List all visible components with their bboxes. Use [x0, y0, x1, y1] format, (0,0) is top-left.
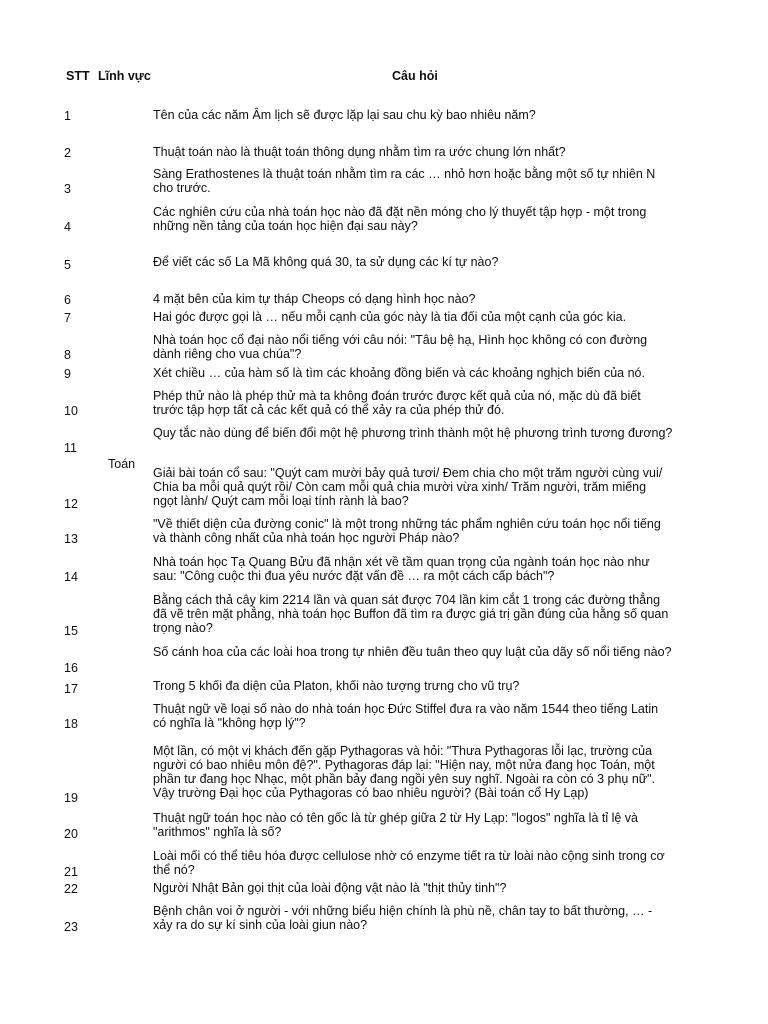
question-text: Phép thử nào là phép thử mà ta không đoán trước được kết quả của nó, mặc dù đã biết trước tập hợp tất cả các kết quả có thể xảy ra của phép thử đó.: [153, 389, 641, 417]
question-text: Số cánh hoa của các loài hoa trong tự nhiên đều tuân theo quy luật của dãy số nổi tiếng nào?: [153, 645, 672, 659]
question-text: Xét chiều … của hàm số là tìm các khoảng đồng biến và các khoảng nghịch biến của nó.: [153, 366, 645, 380]
row-number: 12: [64, 497, 78, 511]
row-number: 10: [64, 404, 78, 418]
question-text: Một lần, có một vị khách đến gặp Pythagoras và hỏi: "Thưa Pythagoras lỗi lạc, trường của người có bao nhiêu môn đệ?". Pythagoras đáp lại: "Hiện nay, một nửa đang học Toán, một phần tư đang học Nhạc, một phần bảy đang ngồi yên suy nghĩ. Ngoài ra còn có 3 phụ nữ". Vậy trường Đại học của Pythagoras có bao nhiêu người? (Bài toán cổ Hy Lạp): [153, 744, 656, 800]
row-number: 7: [64, 311, 71, 325]
row-number: 15: [64, 624, 78, 638]
question-text: Thuật ngữ về loại số nào do nhà toán học Đức Stiffel đưa ra vào năm 1544 theo tiếng Latin có nghĩa là "không hợp lý"?: [153, 702, 659, 730]
row-number: 9: [64, 367, 71, 381]
row-number: 4: [64, 220, 71, 234]
row-number: 11: [64, 441, 77, 455]
question-text: Quy tắc nào dùng để biến đổi một hệ phương trình thành một hệ phương trình tương đương?: [153, 426, 673, 440]
question-text: Bệnh chân voi ở người - với những biểu hiện chính là phù nề, chân tay to bất thường, … - xảy ra do sự kí sinh của loài giun nào?: [153, 904, 653, 932]
question-text: Thuật ngữ toán học nào có tên gốc là từ ghép giữa 2 từ Hy Lạp: "logos" nghĩa là tỉ lệ và "arithmos" nghĩa là số?: [153, 811, 639, 839]
row-number: 20: [64, 827, 78, 841]
column-header-stt: STT: [66, 69, 90, 83]
question-text: Các nghiên cứu của nhà toán học nào đã đặt nền móng cho lý thuyết tập hợp - một trong những nền tảng của toán học hiện đại sau này?: [153, 205, 647, 233]
question-text: Trong 5 khối đa diện của Platon, khối nào tượng trưng cho vũ trụ?: [153, 679, 520, 693]
row-number: 14: [64, 570, 78, 584]
row-number: 17: [64, 682, 78, 696]
question-text: Tên của các năm Âm lịch sẽ được lặp lại sau chu kỳ bao nhiêu năm?: [153, 108, 536, 122]
column-header-question: Câu hỏi: [392, 69, 438, 83]
row-number: 19: [64, 791, 78, 805]
row-number: 2: [64, 146, 71, 160]
question-text: Để viết các số La Mã không quá 30, ta sử dụng các kí tự nào?: [153, 255, 499, 269]
question-text: Thuật toán nào là thuật toán thông dụng nhằm tìm ra ước chung lớn nhất?: [153, 145, 566, 159]
question-text: 4 mặt bên của kim tự tháp Cheops có dạng hình học nào?: [153, 292, 476, 306]
row-number: 22: [64, 882, 78, 896]
question-text: Người Nhật Bản gọi thịt của loài động vật nào là "thịt thủy tinh"?: [153, 881, 507, 895]
row-number: 21: [64, 865, 78, 879]
row-number: 6: [64, 293, 71, 307]
row-number: 18: [64, 717, 78, 731]
question-text: Nhà toán học cổ đại nào nổi tiếng với câu nói: "Tâu bệ hạ, Hình học không có con đường dành riêng cho vua chúa"?: [153, 333, 648, 361]
row-number: 16: [64, 661, 78, 675]
question-text: "Về thiết diện của đường conic" là một trong những tác phẩm nghiên cứu toán học nổi tiếng và thành công nhất của nhà toán học người Pháp nào?: [153, 517, 661, 545]
column-header-field: Lĩnh vực: [98, 69, 151, 83]
row-number: 13: [64, 532, 78, 546]
question-text: Hai góc được gọi là … nếu mỗi cạnh của góc này là tia đối của một cạnh của góc kia.: [153, 310, 627, 324]
row-number: 8: [64, 348, 71, 362]
question-text: Giải bài toán cổ sau: "Quýt cam mười bảy quả tươi/ Đem chia cho một trăm người cùng vui/ Chia ba mỗi quả quýt rồi/ Còn cam mỗi quả chia mười vừa xinh/ Trăm người, trăm miếng ngọt lành/ Quýt cam mỗi loại tính rành là bao?: [153, 466, 663, 508]
question-text: Nhà toán học Tạ Quang Bửu đã nhận xét về tầm quan trọng của ngành toán học nào như sau: "Công cuộc thi đua yêu nước đặt vấn đề … ra một cách cấp bách"?: [153, 555, 650, 583]
question-text: Sàng Erathostenes là thuật toán nhằm tìm ra các … nhỏ hơn hoặc bằng một số tự nhiên N cho trước.: [153, 167, 656, 195]
field-label: Toán: [108, 457, 136, 471]
question-text: Bằng cách thả cây kim 2214 lần và quan sát được 704 lần kim cắt 1 trong các đường thẳng đã vẽ trên mặt phẳng, nhà toán học Buffon đã tìm ra được giá trị gần đúng của hằng số quan trọng nào?: [153, 593, 669, 635]
row-number: 5: [64, 258, 71, 272]
row-number: 23: [64, 920, 78, 934]
row-number: 3: [64, 182, 71, 196]
row-number: 1: [64, 109, 71, 123]
question-text: Loài mối có thể tiêu hóa được cellulose nhờ có enzyme tiết ra từ loài nào cộng sinh trong cơ thể nó?: [153, 849, 665, 877]
